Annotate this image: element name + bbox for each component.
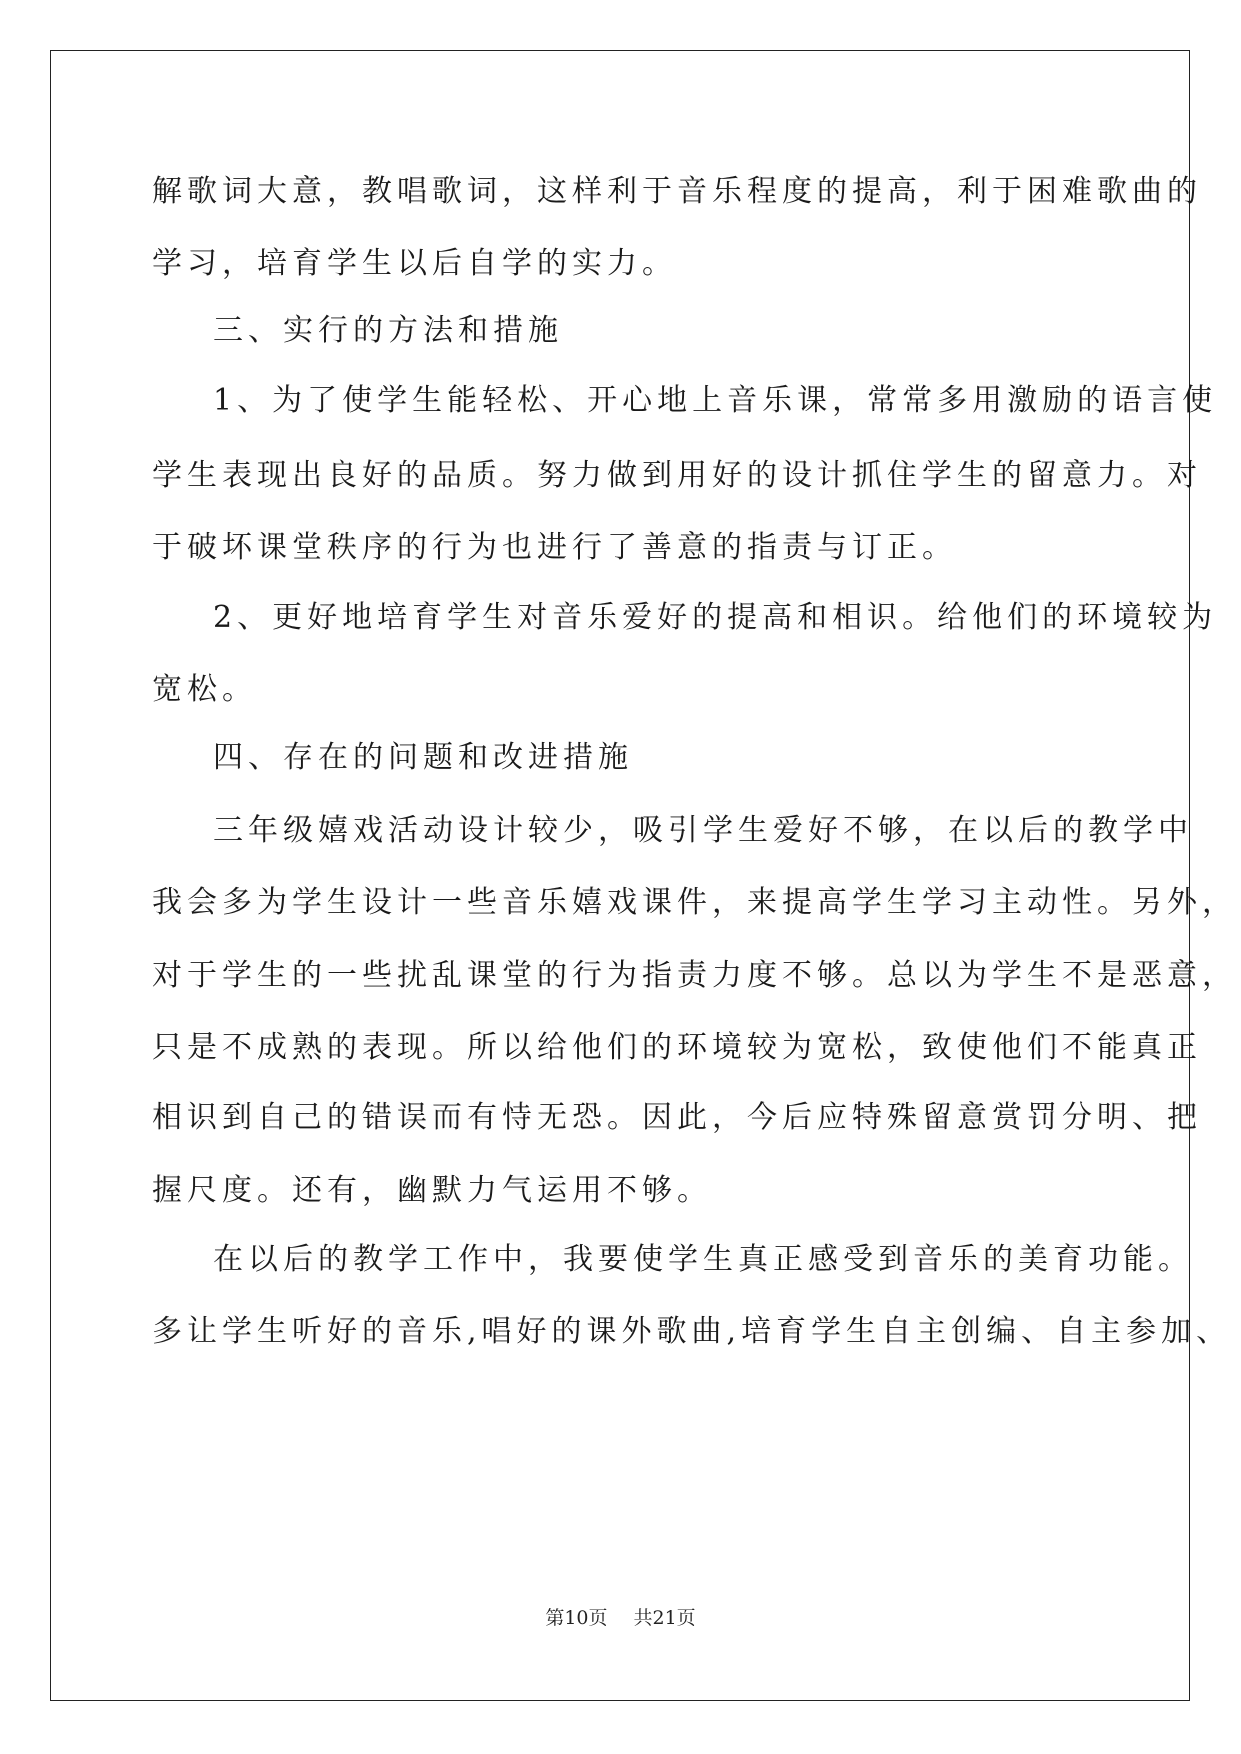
text-line: 握尺度。还有，幽默力气运用不够。 (152, 1173, 712, 1208)
text-line: 学生表现出良好的品质。努力做到用好的设计抓住学生的留意力。对 (152, 458, 1202, 493)
page-border (50, 50, 1237, 1701)
text-line: 宽松。 (152, 672, 257, 707)
text-line: 对于学生的一些扰乱课堂的行为指责力度不够。总以为学生不是恶意， (152, 958, 1237, 993)
text-line: 1、为了使学生能轻松、开心地上音乐课，常常多用激励的语言使 (213, 383, 1218, 418)
text-line: 于破坏课堂秩序的行为也进行了善意的指责与订正。 (152, 530, 957, 565)
text-line: 相识到自己的错误而有恃无恐。因此，今后应特殊留意赏罚分明、把 (152, 1100, 1202, 1135)
text-line: 在以后的教学工作中，我要使学生真正感受到音乐的美育功能。 (213, 1242, 1193, 1277)
text-line: 三年级嬉戏活动设计较少，吸引学生爱好不够，在以后的教学中 (213, 813, 1193, 848)
section-heading: 四、存在的问题和改进措施 (213, 740, 633, 775)
page-total: 共21页 (633, 1607, 696, 1629)
page-number: 第10页 (545, 1607, 608, 1629)
text-line: 学习，培育学生以后自学的实力。 (152, 246, 677, 281)
page-footer (0, 1603, 1241, 1630)
text-line: 解歌词大意，教唱歌词，这样利于音乐程度的提高，利于困难歌曲的 (152, 174, 1202, 209)
section-heading: 三、实行的方法和措施 (213, 313, 563, 348)
text-line: 多让学生听好的音乐,唱好的课外歌曲,培育学生自主创编、自主参加、 (152, 1314, 1232, 1349)
text-line: 2、更好地培育学生对音乐爱好的提高和相识。给他们的环境较为 (213, 600, 1218, 635)
text-line: 只是不成熟的表现。所以给他们的环境较为宽松，致使他们不能真正 (152, 1030, 1202, 1065)
text-line: 我会多为学生设计一些音乐嬉戏课件，来提高学生学习主动性。另外， (152, 885, 1237, 920)
